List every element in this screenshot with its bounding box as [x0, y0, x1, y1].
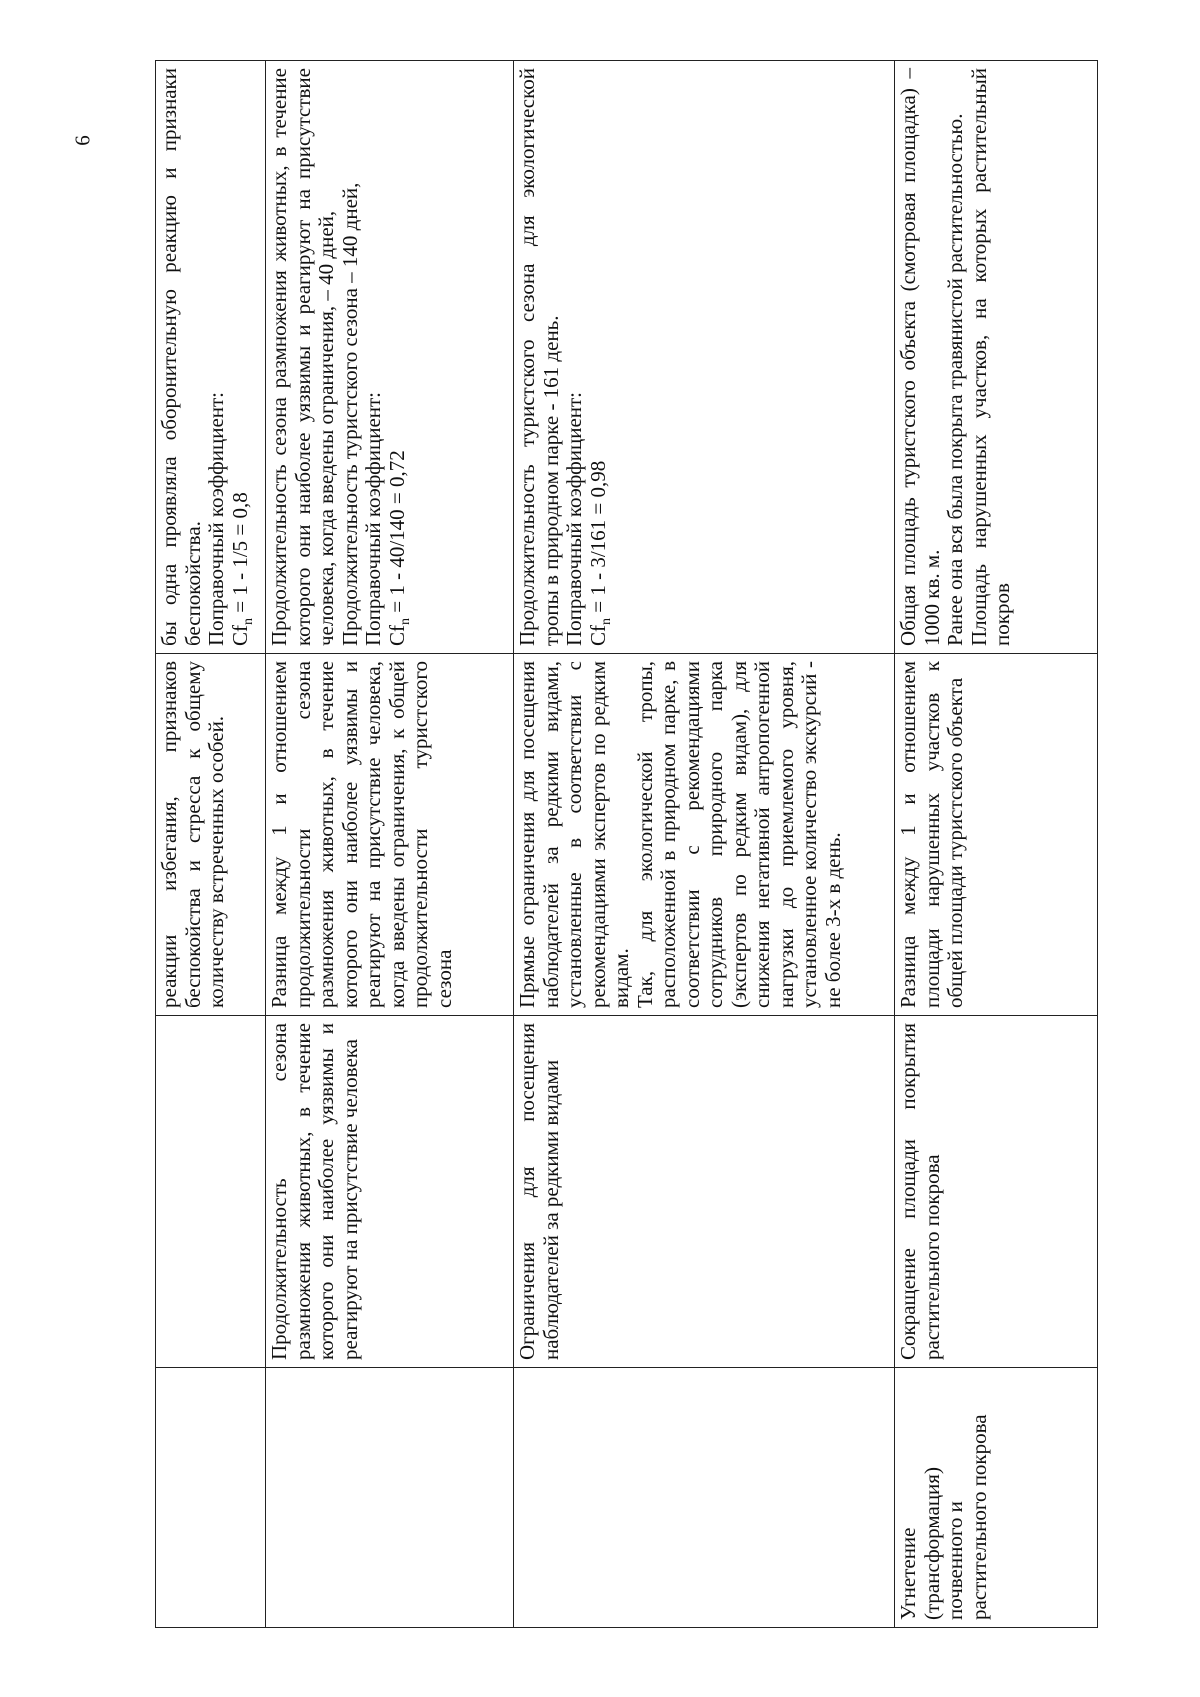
table-cell — [895, 61, 1098, 654]
table-cell — [156, 1016, 266, 1368]
cell-line: Поправочный коэффициент: — [361, 391, 386, 646]
coefficient-formula — [587, 68, 615, 646]
cell-text: Угнетение (трансформация) почвенного и растительного покрова — [896, 1414, 991, 1620]
table-row-breeding-season — [266, 61, 514, 1628]
cell-line: Ранее она вся была покрыта травянистой растительностью. — [943, 113, 968, 646]
cell-line: Продолжительность сезона размножения животных, в течение которого они наиболее уязвимы и реагируют на присутствие человека, когда введены ограничения, – 40 дней, — [267, 68, 339, 646]
table-cell — [266, 61, 514, 654]
formula-expression: = 1 - 40/140 = 0,72 — [384, 450, 409, 618]
cell-text: Разница между 1 и отношением площади нарушенных участков к общей площади туристского объекта — [896, 661, 968, 1008]
table-cell — [156, 654, 266, 1016]
table-cell — [266, 1016, 514, 1368]
table-cell — [514, 1016, 895, 1368]
coefficient-formula — [229, 68, 257, 646]
table-cell — [266, 654, 514, 1016]
formula-symbol: Cf — [585, 625, 610, 646]
rotated-table-container — [155, 61, 1097, 1628]
page-number: 6 — [70, 135, 95, 146]
formula-expression: = 1 - 1/5 = 0,8 — [227, 492, 252, 618]
cell-line: Продолжительность туристского сезона – 140 дней, — [337, 182, 362, 646]
table-cell — [156, 61, 266, 654]
cell-text: реакции избегания, признаков беспокойства и стресса к общему количеству встреченных особей. — [157, 661, 229, 1008]
formula-subscript: n — [598, 618, 614, 625]
coefficient-formula — [386, 68, 414, 646]
cell-line: Площадь нарушенных участков, на которых растительный покров — [966, 68, 1015, 646]
cell-line: Продолжительность туристского сезона для экологической тропы в природном парке - 161 день. — [515, 68, 563, 646]
formula-symbol: Cf — [384, 625, 409, 646]
cell-text: Сокращение площади покрытия растительного покрова — [896, 1023, 944, 1360]
formula-subscript: n — [240, 618, 256, 625]
table-cell — [156, 1368, 266, 1628]
cell-line: Поправочный коэффициент: — [204, 391, 229, 646]
table-cell — [514, 61, 895, 654]
cell-line: Прямые ограничения для посещения наблюдателей за редкими видами, установленные в соответствии с рекомендациями экспертов по редким видам. — [515, 661, 634, 1008]
impact-table — [155, 60, 1098, 1628]
table-row-rare-species — [514, 61, 895, 1628]
formula-expression: = 1 - 3/161 = 0,98 — [585, 460, 610, 618]
cell-line: бы одна проявляла оборонительную реакцию и признаки беспокойства. — [157, 68, 205, 646]
cell-line: Так, для экологической тропы, расположенной в природном парке, в соответствии с рекомендациями сотрудников природного парка (экспертов по редким видам), для снижения негативной антропогенной нагрузки до приемлемого уровня, установленное количество экскурсий - не более 3-х в день. — [632, 661, 845, 1008]
cell-text: Продолжительность сезона размножения животных, в течение которого они наиболее уязвимы и реагируют на присутствие человека — [267, 1023, 362, 1360]
table-cell — [514, 1368, 895, 1628]
formula-symbol: Cf — [227, 625, 252, 646]
cell-line: Общая площадь туристского объекта (смотровая площадка) – 1000 кв. м. — [896, 68, 944, 646]
table-cell — [514, 654, 895, 1016]
table-cell — [895, 654, 1098, 1016]
cell-line: Поправочный коэффициент: — [562, 391, 587, 646]
table-cell — [895, 1016, 1098, 1368]
table-row-vegetation — [895, 61, 1098, 1628]
cell-text: Разница между 1 и отношением продолжительности сезона размножения животных, в течение которого они наиболее уязвимы и реагируют на присутствие человека, когда введены ограничения, к общей продолжительности туристского сезона — [267, 661, 456, 1008]
table-cell — [895, 1368, 1098, 1628]
table-cell — [266, 1368, 514, 1628]
formula-subscript: n — [397, 618, 413, 625]
table-row-stress — [156, 61, 266, 1628]
cell-text: Ограничения для посещения наблюдателей за редкими видами — [515, 1023, 563, 1360]
